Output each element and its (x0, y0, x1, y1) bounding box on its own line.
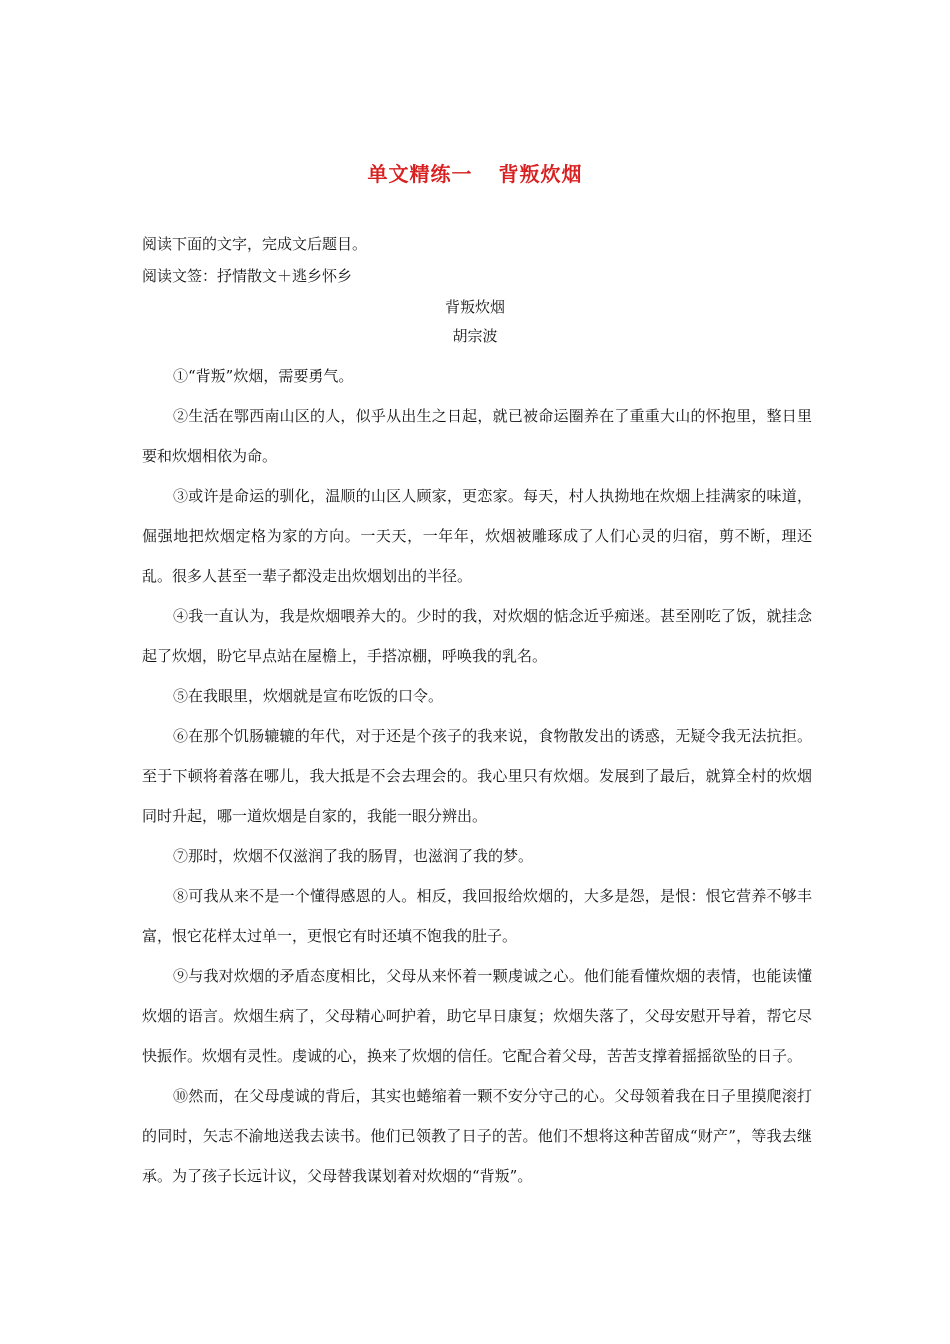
paragraph-9: ⑨与我对炊烟的矛盾态度相比，父母从来怀着一颗虔诚之心。他们能看懂炊烟的表情，也能读懂炊烟的语言。炊烟生病了，父母精心呵护着，助它早日康复；炊烟失落了，父母安慰开导着，帮它尽快振作。炊烟有灵性。虔诚的心，换来了炊烟的信任。它配合着父母，苦苦支撑着摇摇欲坠的日子。 (142, 967, 812, 1065)
reading-instruction: 阅读下面的文字，完成文后题目。 (142, 235, 368, 253)
paragraph-3: ③或许是命运的驯化，温顺的山区人顾家，更恋家。每天，村人执拗地在炊烟上挂满家的味道，倔强地把炊烟定格为家的方向。一天天，一年年，炊烟被雕琢成了人们心灵的归宿，剪不断，理还乱。很多人甚至一辈子都没走出炊烟划出的半径。 (142, 487, 812, 585)
article-body (142, 356, 812, 1196)
paragraph-8: ⑧可我从来不是一个懂得感恩的人。相反，我回报给炊烟的，大多是怨，是恨：恨它营养不够丰富，恨它花样太过单一，更恨它有时还填不饱我的肚子。 (142, 887, 812, 945)
paragraph-5: ⑤在我眼里，炊烟就是宣布吃饭的口令。 (173, 687, 444, 705)
article-author: 胡宗波 (452, 327, 498, 345)
title-part-article: 背叛炊烟 (498, 162, 583, 186)
paragraph-10: ⑩然而，在父母虔诚的背后，其实也蜷缩着一颗不安分守己的心。父母领着我在日子里摸爬滚打的同时，矢志不渝地送我去读书。他们已领教了日子的苦。他们不想将这种苦留成“财产”，等我去继承。为了孩子长远计议，父母替我谋划着对炊烟的“背叛”。 (142, 1087, 812, 1185)
article-title: 背叛炊烟 (444, 298, 505, 316)
paragraph-1: ①“背叛”炊烟，需要勇气。 (173, 367, 354, 385)
paragraph-4: ④我一直认为，我是炊烟喂养大的。少时的我，对炊烟的惦念近乎痴迷。甚至刚吃了饭，就挂念起了炊烟，盼它早点站在屋檐上，手搭凉棚，呼唤我的乳名。 (142, 607, 812, 665)
paragraph-7: ⑦那时，炊烟不仅滋润了我的肠胃，也滋润了我的梦。 (173, 847, 534, 865)
document-title (0, 158, 950, 187)
paragraph-6: ⑥在那个饥肠辘辘的年代，对于还是个孩子的我来说，食物散发出的诱惑，无疑令我无法抗拒。至于下顿将着落在哪儿，我大抵是不会去理会的。我心里只有炊烟。发展到了最后，就算全村的炊烟同时升起，哪一道炊烟是自家的，我能一眼分辨出。 (142, 727, 812, 825)
title-part-lesson: 单文精练一 (367, 162, 473, 186)
reading-tag: 阅读文签：抒情散文＋逃乡怀乡 (142, 267, 353, 285)
paragraph-2: ②生活在鄂西南山区的人，似乎从出生之日起，就已被命运圈养在了重重大山的怀抱里，整日里要和炊烟相依为命。 (142, 407, 812, 465)
